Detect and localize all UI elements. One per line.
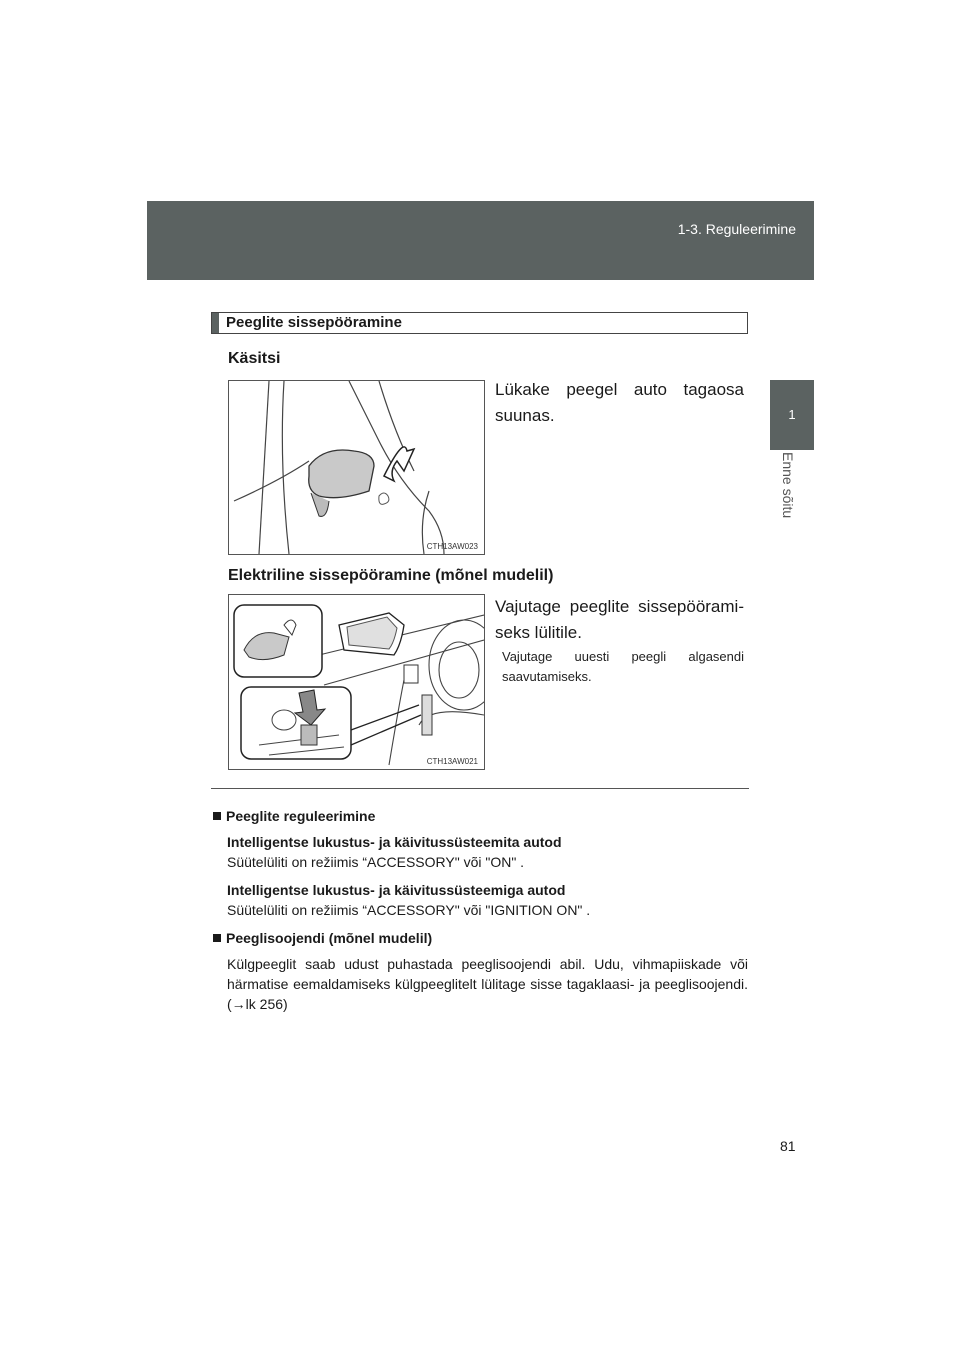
note-defogger-text: Külgpeeglit saab udust puhastada peeglisoojendi abil. Udu, vihmapiiskade või härmatise eemaldamiseks külgpeeglitelt lülitage sisse tagaklaasi- ja peeglisoojendi. (→lk 256) bbox=[227, 956, 748, 1012]
without-keyless-label: Intelligentse lukustus- ja käivitussüsteemita autod bbox=[227, 834, 562, 850]
notes-section bbox=[213, 806, 748, 1014]
with-keyless-label: Intelligentse lukustus- ja käivitussüsteemiga autod bbox=[227, 882, 566, 898]
with-keyless-text: Süütelüliti on režiimis “ACCESSORY" või "IGNITION ON" . bbox=[227, 902, 591, 918]
note-adjust-body bbox=[213, 832, 748, 920]
figure-code: CTH13AW023 bbox=[426, 542, 478, 551]
note-adjust-title bbox=[213, 806, 748, 826]
chapter-label: Enne sõitu bbox=[780, 452, 796, 519]
note-defogger-title bbox=[213, 928, 748, 948]
electric-note: Vajutage uuesti peegli algasendi saavutamiseks. bbox=[502, 649, 744, 684]
header-bar bbox=[147, 201, 814, 280]
manual-fold-illustration bbox=[228, 380, 485, 555]
note-defogger-title-text: Peeglisoojendi (mõnel mudelil) bbox=[226, 930, 433, 946]
square-bullet-icon bbox=[213, 812, 221, 820]
figure-code: CTH13AW021 bbox=[426, 757, 478, 766]
section-breadcrumb: 1-3. Reguleerimine bbox=[677, 221, 796, 237]
page-number: 81 bbox=[780, 1138, 796, 1154]
electric-heading: Elektriline sissepööramine (mõnel mudelil) bbox=[228, 567, 554, 584]
without-keyless-text: Süütelüliti on režiimis “ACCESSORY" või "ON" . bbox=[227, 854, 525, 870]
manual-instruction: Lükake peegel auto tagaosa suunas. bbox=[495, 380, 744, 425]
section-divider bbox=[211, 788, 749, 789]
square-bullet-icon bbox=[213, 934, 221, 942]
section-title: Peeglite sissepööramine bbox=[226, 314, 402, 331]
electric-instruction: Vajutage peeglite sissepööramiseks lülitile. bbox=[495, 597, 744, 642]
manual-heading: Käsitsi bbox=[228, 350, 281, 367]
section-heading-box bbox=[211, 312, 748, 334]
chapter-number: 1 bbox=[788, 407, 796, 422]
note-adjust-title-text: Peeglite reguleerimine bbox=[226, 808, 376, 824]
section-marker bbox=[212, 313, 219, 333]
chapter-tab bbox=[770, 380, 814, 450]
electric-switch-illustration bbox=[228, 594, 485, 770]
